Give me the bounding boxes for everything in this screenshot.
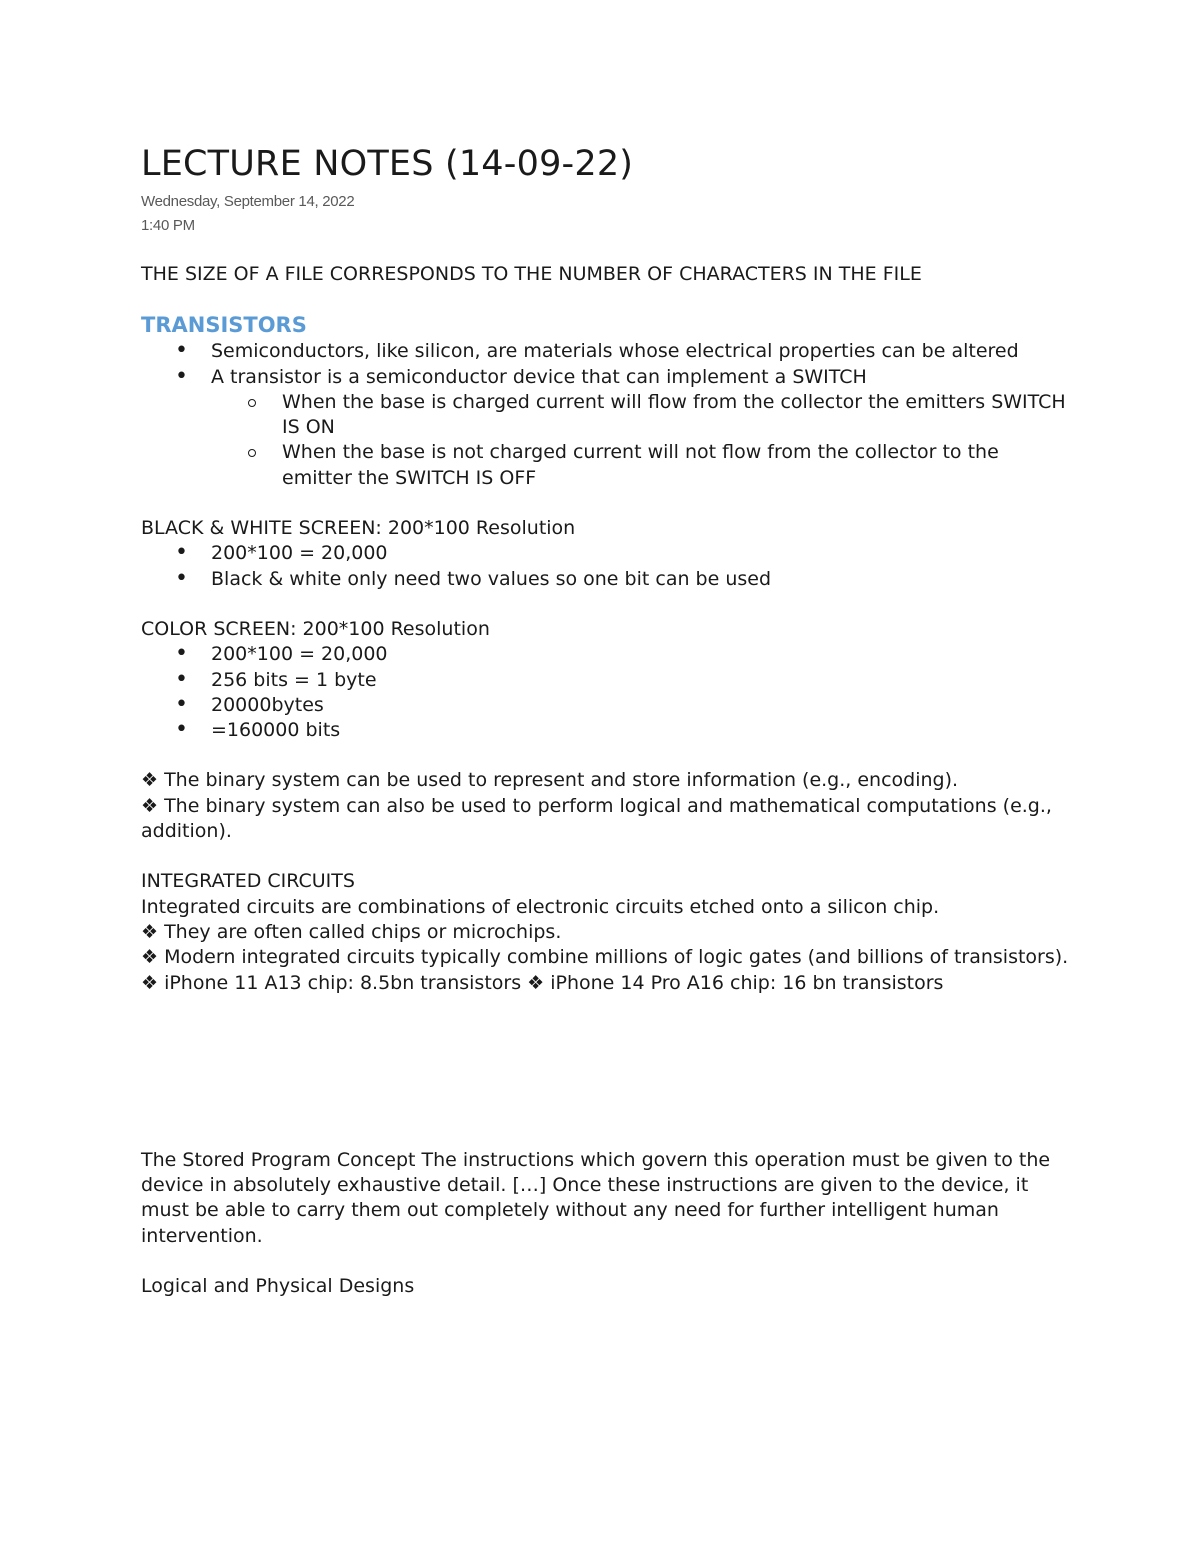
binary-note-2: ❖ The binary system can also be used to perform logical and mathematical computations (e.g., addition). — [141, 794, 1052, 843]
list-item: • Black & white only need two values so one bit can be used — [211, 567, 1071, 592]
integrated-circuits-heading: INTEGRATED CIRCUITS — [141, 870, 355, 893]
stored-program-paragraph: The Stored Program Concept The instructions which govern this operation must be given to the device in absolutely exhaustive detail. […] Once these instructions are given to the device, it must be able to carry them out completely without any need for further intelligent human intervention. — [141, 1148, 1051, 1247]
bw-screen-list — [141, 541, 1071, 592]
logical-physical-designs: Logical and Physical Designs — [141, 1275, 415, 1298]
color-screen-list — [141, 642, 1071, 743]
list-item: • =160000 bits — [211, 718, 1071, 743]
note-page — [141, 140, 1071, 1299]
list-item-text: A transistor is a semiconductor device that can implement a SWITCH — [211, 365, 867, 388]
list-item: • 200*100 = 20,000 — [211, 541, 1071, 566]
list-item: • 200*100 = 20,000 — [211, 642, 1071, 667]
binary-note-1: ❖ The binary system can be used to represent and store information (e.g., encoding). — [141, 769, 959, 792]
transistor-sublist — [211, 390, 1071, 491]
sub-list-item: When the base is not charged current will not flow from the collector to the emitter the SWITCH IS OFF — [282, 440, 1071, 491]
transistors-list — [141, 339, 1071, 491]
list-item: • 20000bytes — [211, 693, 1071, 718]
list-item: • 256 bits = 1 byte — [211, 668, 1071, 693]
list-item — [211, 365, 1071, 491]
page-title: LECTURE NOTES (14-09-22) — [141, 144, 634, 184]
color-screen-heading: COLOR SCREEN: 200*100 Resolution — [141, 617, 490, 640]
transistors-heading: TRANSISTORS — [141, 313, 307, 338]
list-item: • Semiconductors, like silicon, are materials whose electrical properties can be altered — [211, 339, 1071, 364]
file-size-note: THE SIZE OF A FILE CORRESPONDS TO THE NUMBER OF CHARACTERS IN THE FILE — [141, 263, 922, 285]
bw-screen-heading: BLACK & WHITE SCREEN: 200*100 Resolution — [141, 517, 576, 540]
note-date: Wednesday, September 14, 2022 — [141, 193, 355, 210]
integrated-circuits-line-1: Integrated circuits are combinations of electronic circuits etched onto a silicon chip. — [141, 895, 940, 918]
note-time: 1:40 PM — [141, 217, 195, 234]
integrated-circuits-line-3: ❖ Modern integrated circuits typically combine millions of logic gates (and billions of transistors). ❖ iPhone 11 A13 chip: 8.5bn transistors ❖ iPhone 14 Pro A16 chip: 16 bn transistors — [141, 946, 1069, 994]
sub-list-item: When the base is charged current will flow from the collector the emitters SWITCH IS ON — [282, 390, 1071, 441]
integrated-circuits-line-2: ❖ They are often called chips or microchips. — [141, 920, 562, 943]
